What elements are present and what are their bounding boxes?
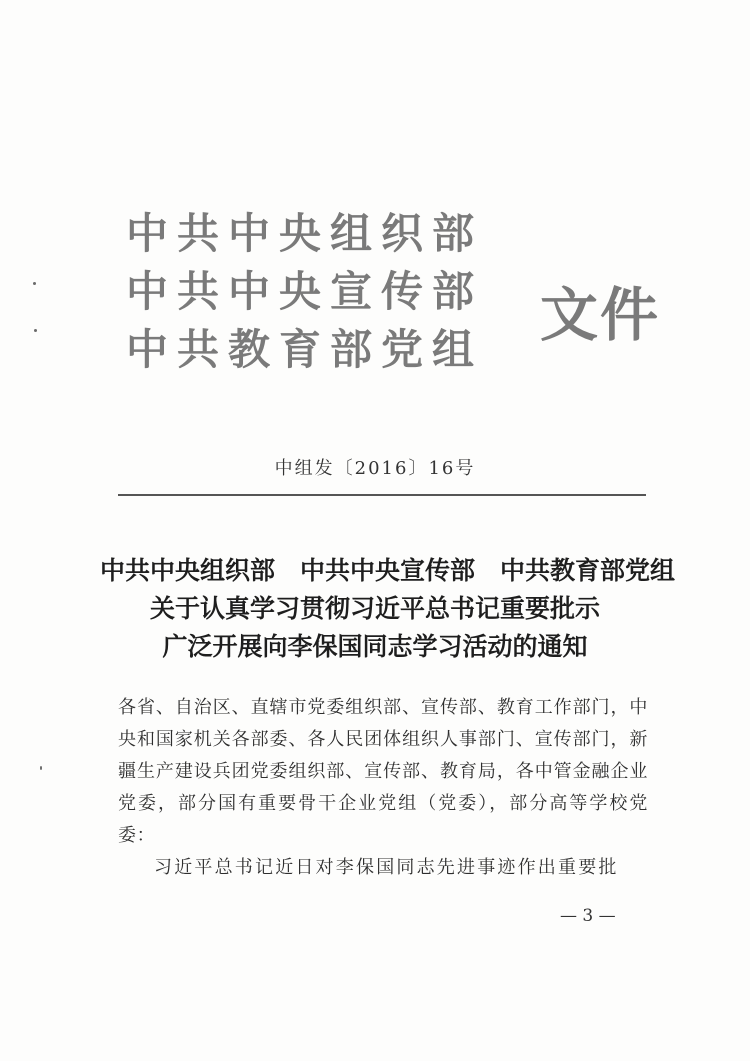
document-title (100, 552, 676, 666)
title-line: 关于认真学习贯彻习近平总书记重要批示 (149, 594, 600, 623)
page-number: — 3 — (560, 906, 616, 926)
title-line: 中共中央组织部 中共中央宣传部 中共教育部党组 (100, 556, 676, 585)
title-line: 广泛开展向李保国同志学习活动的通知 (162, 632, 588, 661)
document-number: 中组发〔2016〕16号 (274, 458, 476, 479)
issuer-line: 中共中央组织部 (126, 209, 484, 258)
addressees: 各省、自治区、直辖市党委组织部、宣传部、教育工作部门，中央和国家机关各部委、各人民团体组织人事部门、宣传部门，新疆生产建设兵团党委组织部、宣传部、教育局，各中管金融企业党委，部分国有重要骨干企业党组（党委），部分高等学校党委： (118, 697, 648, 846)
header-divider (118, 494, 646, 496)
issuer-line: 中共中央宣传部 (126, 267, 484, 316)
issuing-authorities (126, 205, 506, 379)
document-body (118, 692, 648, 884)
issuer-line: 中共教育部党组 (126, 325, 484, 374)
scan-speck (34, 329, 37, 332)
scan-speck (40, 766, 42, 770)
scan-speck (33, 282, 36, 285)
document-type-label: 文件 (540, 281, 661, 349)
body-paragraph: 习近平总书记近日对李保国同志先进事迹作出重要批 (154, 857, 619, 878)
